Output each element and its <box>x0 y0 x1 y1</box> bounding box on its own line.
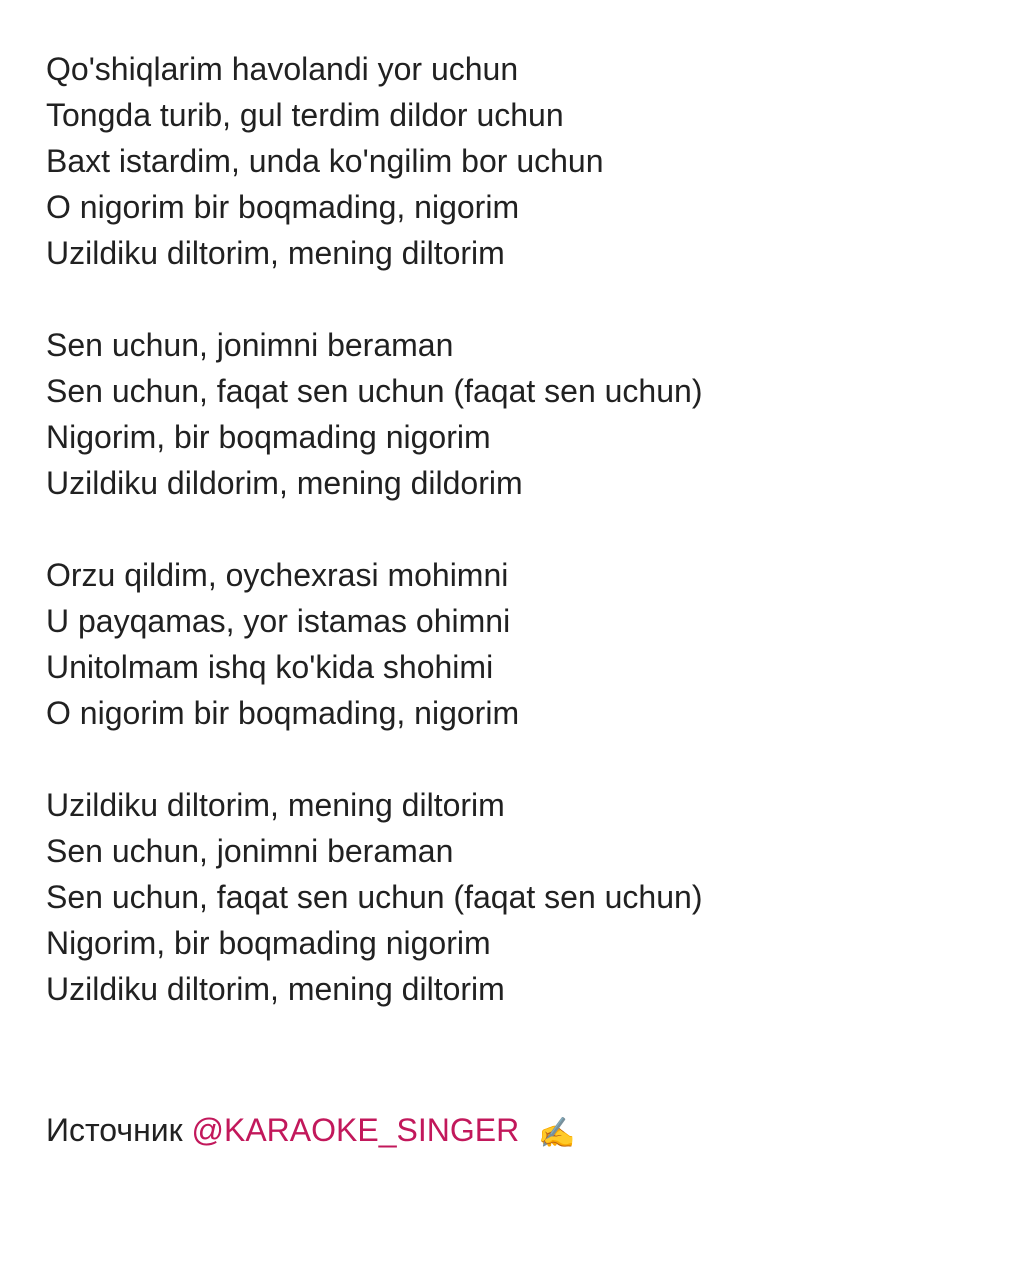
lyric-line: Uzildiku diltorim, mening diltorim <box>46 787 505 823</box>
lyric-line: Sen uchun, faqat sen uchun (faqat sen uchun) <box>46 373 703 409</box>
lyric-line: Orzu qildim, oychexrasi mohimni <box>46 557 509 593</box>
lyric-line: Uzildiku dildorim, mening dildorim <box>46 465 523 501</box>
lyric-line: Uzildiku diltorim, mening diltorim <box>46 235 505 271</box>
source-label: Источник <box>46 1112 183 1148</box>
lyric-line: Uzildiku diltorim, mening diltorim <box>46 971 505 1007</box>
lyric-line: Tongda turib, gul terdim dildor uchun <box>46 97 564 133</box>
lyric-line: Sen uchun, faqat sen uchun (faqat sen uchun) <box>46 879 703 915</box>
lyric-line: O nigorim bir boqmading, nigorim <box>46 189 520 225</box>
lyric-line: U payqamas, yor istamas ohimni <box>46 603 511 639</box>
source-handle-link[interactable]: @KARAOKE_SINGER <box>191 1112 520 1148</box>
stanza-1 <box>46 46 1006 276</box>
lyric-line: Unitolmam ishq ko'kida shohimi <box>46 649 494 685</box>
lyric-line: Baxt istardim, unda ko'ngilim bor uchun <box>46 143 604 179</box>
lyric-line: O nigorim bir boqmading, nigorim <box>46 695 520 731</box>
stanza-2 <box>46 322 1006 506</box>
lyrics-text <box>46 46 1006 1058</box>
lyric-line: Sen uchun, jonimni beraman <box>46 833 454 869</box>
lyric-line: Nigorim, bir boqmading nigorim <box>46 419 491 455</box>
writing-hand-icon: ✍️ <box>538 1117 576 1150</box>
lyric-line: Sen uchun, jonimni beraman <box>46 327 454 363</box>
source-attribution <box>46 1107 575 1157</box>
stanza-3 <box>46 552 1006 736</box>
lyric-line: Nigorim, bir boqmading nigorim <box>46 925 491 961</box>
lyric-line: Qo'shiqlarim havolandi yor uchun <box>46 51 519 87</box>
stanza-4 <box>46 782 1006 1012</box>
